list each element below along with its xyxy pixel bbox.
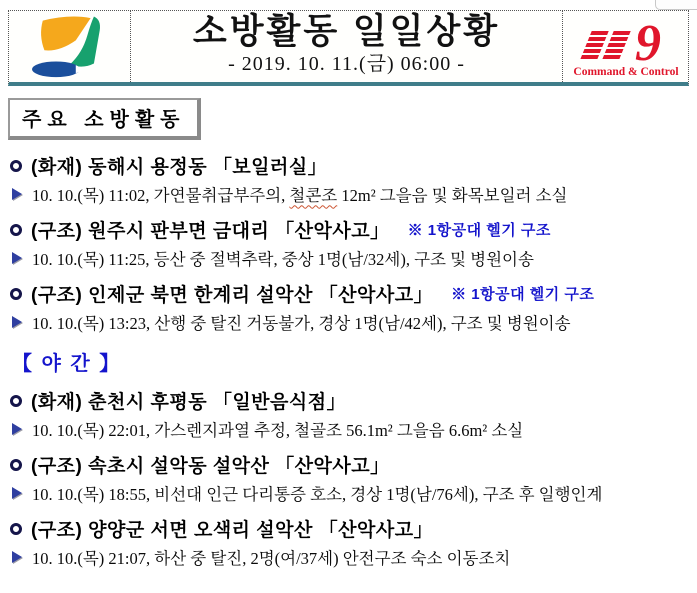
entry-title-row <box>10 388 691 413</box>
triangle-bullet-icon <box>12 423 22 435</box>
report-entry <box>10 388 691 440</box>
svg-text:9: 9 <box>634 14 661 72</box>
circle-bullet-icon <box>10 395 22 407</box>
report-entry <box>10 452 691 504</box>
triangle-bullet-icon <box>12 188 22 200</box>
report-header <box>8 10 689 86</box>
report-entry <box>10 281 691 333</box>
section-box-major-activities: 주요 소방활동 <box>8 98 201 140</box>
entry-title: (구조) 속초시 설악동 설악산 「산악사고」 <box>31 456 390 477</box>
circle-bullet-icon <box>10 160 22 172</box>
entry-title: (구조) 양양군 서면 오색리 설악산 「산악사고」 <box>31 520 434 541</box>
entry-detail: 10. 10.(목) 13:23, 산행 중 탈진 거동불가, 경상 1명(남/42세), 구조 및 병원이송 <box>32 313 571 333</box>
triangle-bullet-icon <box>12 551 22 563</box>
entry-detail-row <box>12 246 691 269</box>
entry-detail-row <box>12 417 691 440</box>
entry-title-row <box>10 516 691 541</box>
svg-text:Command & Control: Command & Control <box>572 65 679 78</box>
entry-detail: 10. 10.(목) 11:02, 가연물취급부주의, 철콘조 12m² 그을음 및 화목보일러 소실 <box>32 185 568 205</box>
entry-detail: 10. 10.(목) 22:01, 가스렌지과열 추정, 철골조 56.1m² 그을음 6.6m² 소실 <box>32 420 524 440</box>
entry-title-row <box>10 153 691 178</box>
entry-note: ※ 1항공대 헬기 구조 <box>407 222 551 239</box>
report-entry <box>10 516 691 568</box>
header-left-logo-cell <box>9 11 131 82</box>
circle-bullet-icon <box>10 459 22 471</box>
night-section-label: 【 야 간 】 <box>12 353 122 375</box>
entries-list <box>10 153 691 568</box>
entry-detail: 10. 10.(목) 11:25, 등산 중 절벽추락, 중상 1명(남/32세), 구조 및 병원이송 <box>32 249 534 269</box>
report-entry <box>10 153 691 205</box>
entry-title: (구조) 원주시 판부면 금대리 「산악사고」 <box>31 221 390 242</box>
entry-title: (화재) 춘천시 후평동 「일반음식점」 <box>31 392 347 413</box>
entry-detail-row <box>12 310 691 333</box>
triangle-bullet-icon <box>12 487 22 499</box>
entry-title-row <box>10 281 691 306</box>
gangwon-province-logo-icon <box>20 14 120 80</box>
entry-title: (구조) 인제군 북면 한계리 설악산 「산악사고」 <box>31 285 434 306</box>
entry-detail: 10. 10.(목) 21:07, 하산 중 탈진, 2명(여/37세) 안전구조 숙소 이동조치 <box>32 548 511 568</box>
entry-detail-row <box>12 481 691 504</box>
triangle-bullet-icon <box>12 316 22 328</box>
page-title: 소방활동 일일상황 <box>192 12 501 51</box>
circle-bullet-icon <box>10 288 22 300</box>
triangle-bullet-icon <box>12 252 22 264</box>
entry-title-row <box>10 217 691 242</box>
report-date: - 2019. 10. 11.(금) 06:00 - <box>228 52 465 75</box>
entry-detail-row <box>12 182 691 205</box>
circle-bullet-icon <box>10 523 22 535</box>
entry-title: (화재) 동해시 용정동 「보일러실」 <box>31 157 328 178</box>
spellcheck-wavy-underline: 철콘조 <box>289 185 338 205</box>
entry-detail-row <box>12 545 691 568</box>
circle-bullet-icon <box>10 224 22 236</box>
header-right-logo-cell <box>562 11 688 82</box>
entry-note: ※ 1항공대 헬기 구조 <box>451 286 595 303</box>
window-corner-artifact <box>655 0 697 10</box>
119-command-control-logo-icon <box>567 13 685 81</box>
report-entry <box>10 217 691 269</box>
entry-detail: 10. 10.(목) 18:55, 비선대 인근 다리통증 호소, 경상 1명(남/76세), 구조 후 일행인계 <box>32 484 603 504</box>
header-title-cell <box>131 11 562 82</box>
entry-title-row <box>10 452 691 477</box>
